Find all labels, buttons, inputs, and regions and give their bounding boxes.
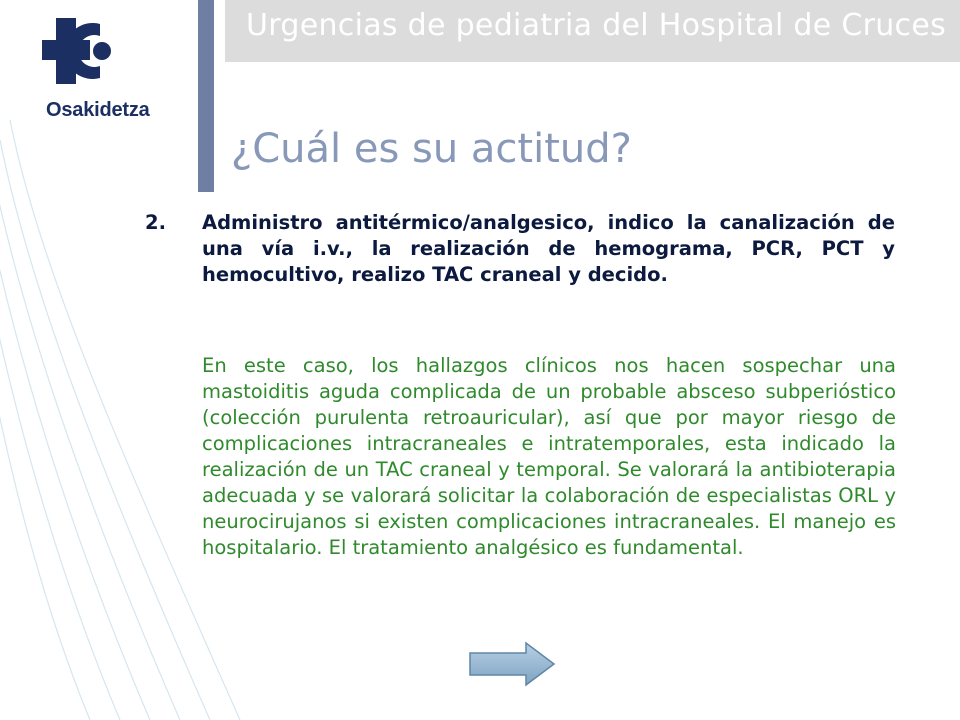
banner-title: Urgencias de pediatria del Hospital de Cruces [246,8,947,43]
logo-wordmark: Osakidetza [46,99,150,121]
answer-option [145,210,895,288]
option-number: 2. [145,211,166,234]
explanation-paragraph: En este caso, los hallazgos clínicos nos hacen sospechar una mastoiditis aguda complicada de un probable absceso subperióstico (colección purulenta retroauricular), así que por mayor riesgo de complicaciones intracraneales e intratemporales, esta indicado la realización de un TAC craneal y temporal. Se valorará la antibioterapia adecuada y se valorará solicitar la colaboración de especialistas ORL y neurocirujanos si existen complicaciones intracraneales. El manejo es hospitalario. El tratamiento analgésico es fundamental. [202,354,896,559]
right-arrow-icon [470,643,554,685]
next-slide-button[interactable] [468,641,558,687]
option-text: Administro antitérmico/analgesico, indico la canalización de una vía i.v., la realización de hemograma, PCR, PCT y hemocultivo, realizo TAC craneal y decido. [202,211,895,286]
page-title: ¿Cuál es su actitud? [231,126,632,172]
